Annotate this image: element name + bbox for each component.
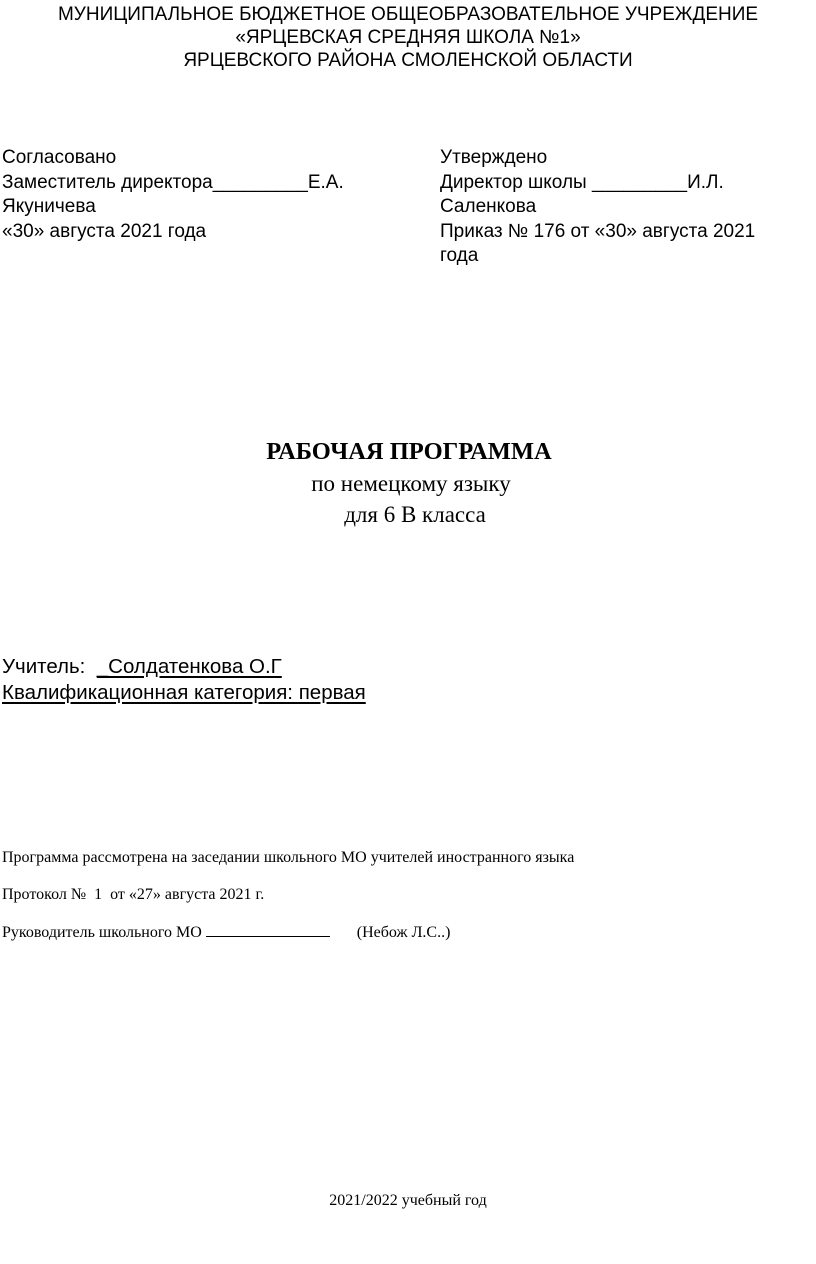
- approval-agreed-block: [2, 146, 382, 244]
- program-reviewed-note: Программа рассмотрена на заседании школьного МО учителей иностранного языка: [2, 849, 575, 866]
- agreed-deputy-line: Заместитель директора_________Е.А.: [2, 171, 344, 193]
- mo-head-name: (Небож Л.С..): [356, 924, 451, 941]
- teacher-name: _Солдатенкова О.Г: [96, 655, 282, 678]
- school-header: [0, 3, 816, 72]
- approval-approved-block: [440, 146, 780, 269]
- approved-director-surname: Саленкова: [440, 196, 537, 217]
- school-header-line-2: «ЯРЦЕВСКАЯ СРЕДНЯЯ ШКОЛА №1»: [235, 27, 581, 48]
- academic-year: 2021/2022 учебный год: [329, 1192, 487, 1209]
- approved-director-line: Директор школы _________И.Л.: [440, 171, 724, 193]
- school-header-line-1: МУНИЦИПАЛЬНОЕ БЮДЖЕТНОЕ ОБЩЕОБРАЗОВАТЕЛЬНОЕ УЧРЕЖДЕНИЕ: [57, 4, 759, 25]
- protocol-number-date: Протокол № 1 от «27» августа 2021 г.: [2, 886, 265, 903]
- school-header-line-3: ЯРЦЕВСКОГО РАЙОНА СМОЛЕНСКОЙ ОБЛАСТИ: [183, 50, 633, 71]
- agreed-date: «30» августа 2021 года: [2, 220, 207, 242]
- signature-line: [206, 922, 330, 937]
- teacher-block: [2, 654, 366, 705]
- program-subject: по немецкому языку: [311, 471, 511, 496]
- program-title-block: [0, 436, 816, 530]
- mo-head-line: [2, 922, 574, 944]
- approved-order: Приказ № 176 от «30» августа 2021: [440, 220, 756, 242]
- agreed-deputy-surname: Якуничева: [2, 196, 96, 217]
- program-title: РАБОЧАЯ ПРОГРАММА: [266, 438, 552, 465]
- agreed-heading: Согласовано: [2, 147, 117, 168]
- approved-heading: Утверждено: [440, 147, 548, 168]
- program-class: для 6 В класса: [344, 502, 486, 527]
- teacher-qualification: Квалификационная категория: первая: [2, 680, 366, 704]
- mo-head-label: Руководитель школьного МО: [2, 924, 202, 941]
- approved-order-year: года: [440, 245, 479, 266]
- protocol-block: [2, 847, 574, 944]
- teacher-line: [2, 654, 366, 680]
- teacher-label: Учитель:: [2, 655, 97, 678]
